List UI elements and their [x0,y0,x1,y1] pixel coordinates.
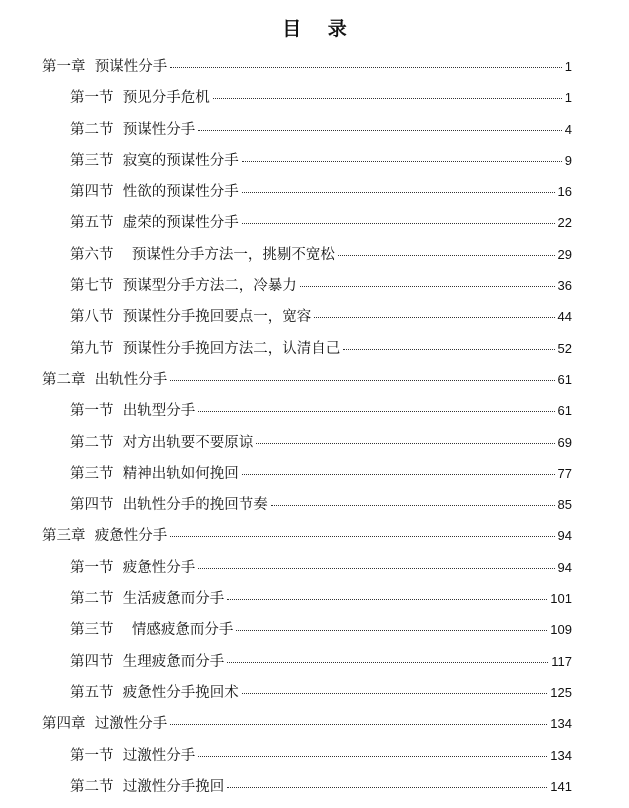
dot-leader [300,286,555,287]
page-title: 目 录 [282,18,357,40]
toc-entry-page-number: 1 [564,90,572,106]
toc-chapter-entry[interactable] [42,364,572,395]
toc-section-entry[interactable] [42,646,572,677]
dot-leader [198,568,554,569]
toc-section-entry[interactable] [42,145,572,176]
toc-section-entry[interactable] [42,114,572,145]
toc-section-entry[interactable] [42,270,572,301]
toc-section-entry[interactable] [42,82,572,113]
toc-entry-page-number: 61 [557,403,572,419]
dot-leader [242,161,562,162]
toc-section-entry[interactable] [42,301,572,332]
toc-entry-label: 第二章 出轨性分手 [42,371,168,388]
toc-entry-label: 第三节 寂寞的预谋性分手 [70,152,239,169]
toc-chapter-entry[interactable] [42,520,572,551]
dot-leader [198,130,562,131]
toc-entry-label: 第五节 疲惫性分手挽回术 [70,684,239,701]
dot-leader [242,474,555,475]
toc-chapter-entry[interactable] [42,51,572,82]
toc-section-entry[interactable] [42,583,572,614]
toc-entry-label: 第一节 疲惫性分手 [70,559,196,576]
toc-chapter-entry[interactable] [42,708,572,739]
toc-section-entry[interactable] [42,176,572,207]
toc-entry-label: 第三节 情感疲惫而分手 [70,622,234,639]
toc-entry-page-number: 101 [550,591,572,607]
dot-leader [343,349,554,350]
toc-entry-label: 第三节 精神出轨如何挽回 [70,465,239,482]
toc-entry-label: 第一章 预谋性分手 [42,59,168,75]
dot-leader [242,223,555,224]
toc-entry-page-number: 117 [551,653,572,669]
toc-section-entry[interactable] [42,614,572,645]
toc-entry-page-number: 69 [557,434,572,450]
toc-section-entry[interactable] [42,427,572,458]
toc-entry-page-number: 9 [564,152,572,168]
dot-leader [242,693,548,694]
dot-leader [242,192,555,193]
toc-entry-page-number: 29 [557,246,572,262]
toc-section-entry[interactable] [42,395,572,426]
toc-section-entry[interactable] [42,771,572,802]
toc-entry-page-number: 85 [557,497,572,513]
toc-entry-label: 第五节 虚荣的预谋性分手 [70,215,239,232]
toc-entry-label: 第一节 出轨型分手 [70,403,196,420]
toc-section-entry[interactable] [42,740,572,771]
dot-leader [314,317,554,318]
toc-section-entry[interactable] [42,458,572,489]
dot-leader [338,255,555,256]
toc-entry-page-number: 22 [557,215,572,231]
dot-leader [170,380,554,381]
toc-section-entry[interactable] [42,239,572,270]
toc-entry-page-number: 44 [557,309,572,325]
toc-entry-label: 第六节 预谋性分手方法一，挑剔不宽松 [70,246,335,263]
toc-section-entry[interactable] [42,552,572,583]
dot-leader [227,662,548,663]
toc-entry-page-number: 125 [550,684,572,700]
toc-entry-page-number: 94 [557,559,572,575]
toc-section-entry[interactable] [42,489,572,520]
toc-entry-label: 第二节 过激性分手挽回 [70,778,225,795]
dot-leader [256,443,554,444]
toc-section-entry[interactable] [42,677,572,708]
toc-entry-page-number: 16 [557,184,572,200]
toc-entry-page-number: 109 [550,622,572,638]
toc-entry-label: 第二节 预谋性分手 [70,121,196,138]
dot-leader [227,599,547,600]
toc-entry-label: 第二节 生活疲惫而分手 [70,591,225,608]
toc-entry-label: 第四节 生理疲惫而分手 [70,653,225,670]
toc-section-entry[interactable] [42,207,572,238]
toc-entry-label: 第四节 性欲的预谋性分手 [70,184,239,201]
toc-entry-page-number: 61 [557,371,572,387]
toc-entry-label: 第七节 预谋型分手方法二，冷暴力 [70,278,297,295]
dot-leader [198,756,547,757]
toc-entry-page-number: 4 [564,121,572,137]
toc-entry-label: 第一节 过激性分手 [70,747,196,764]
dot-leader [198,411,554,412]
toc-entry-page-number: 134 [550,747,572,763]
toc-entry-page-number: 1 [564,59,572,74]
toc-entry-label: 第四节 出轨性分手的挽回节奏 [70,497,268,514]
toc-entry-page-number: 94 [557,528,572,544]
toc-entry-label: 第一节 预见分手危机 [70,90,210,107]
dot-leader [271,505,555,506]
toc-entry-label: 第四章 过激性分手 [42,716,168,733]
dot-leader [227,787,547,788]
toc-entry-page-number: 134 [550,716,572,732]
toc-section-entry[interactable] [42,333,572,364]
toc-entry-label: 第二节 对方出轨要不要原谅 [70,434,254,451]
toc-entry-page-number: 77 [557,465,572,481]
toc-entry-page-number: 36 [557,278,572,294]
dot-leader [170,67,562,68]
dot-leader [236,630,547,631]
toc-entry-label: 第三章 疲惫性分手 [42,528,168,545]
toc-entry-page-number: 52 [557,340,572,356]
toc-entry-page-number: 141 [550,778,572,794]
dot-leader [170,724,547,725]
toc-entry-label: 第八节 预谋性分手挽回要点一，宽容 [70,309,312,326]
toc-list [42,51,572,802]
dot-leader [170,536,554,537]
toc-entry-label: 第九节 预谋性分手挽回方法二，认清自己 [70,340,341,357]
dot-leader [213,98,562,99]
